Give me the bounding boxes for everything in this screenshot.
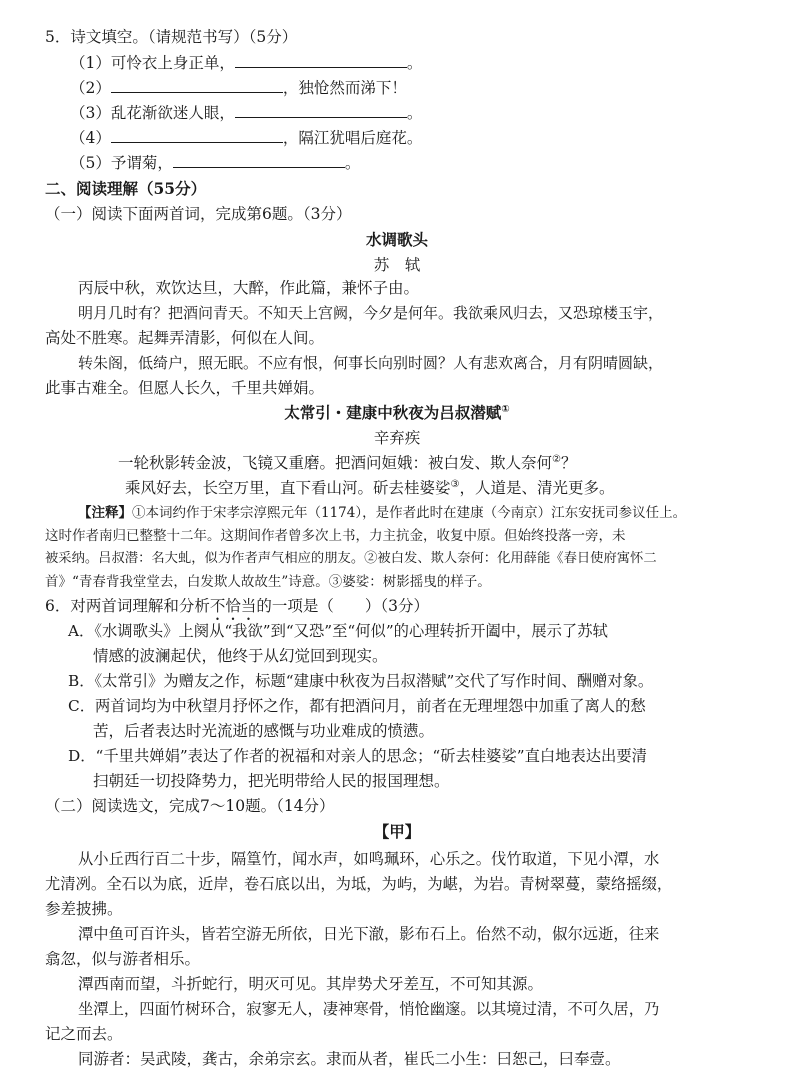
q5-item-end: 。 xyxy=(406,54,423,72)
q5-item-num: （4） xyxy=(70,129,111,147)
answer-blank[interactable] xyxy=(235,53,407,68)
poem1-line: 高处不胜寒。起舞弄清影，何似在人间。 xyxy=(45,329,325,347)
q6-option-a[interactable]: A．《水调歌头》上阕从“我欲”到“又恐”至“何似”的心理转折开阖中，展示了苏轼 xyxy=(68,622,608,640)
passage-line: 参差披拂。 xyxy=(45,900,123,918)
subsection-title: （二）阅读选文，完成7～10题。（14分） xyxy=(45,797,335,815)
subsection-title: （一）阅读下面两首词，完成第6题。（3分） xyxy=(45,205,352,223)
passage-line: 记之而去。 xyxy=(45,1025,123,1043)
notes-line: 这时作者南归已整整十二年。这期间作者曾多次上书，力主抗金，收复中原。但始终投落一旁，未 xyxy=(45,528,626,544)
passage-line: 潭中鱼可百许头，皆若空游无所依，日光下澈，影布石上。佁然不动，俶尔远逝，往来 xyxy=(78,925,660,943)
poem2-line-text: 一轮秋影转金波，飞镜又重磨。把酒问姮娥：被白发、欺人奈何 xyxy=(118,454,553,472)
answer-blank[interactable] xyxy=(173,153,345,168)
q5-item-text: 予谓菊， xyxy=(110,154,173,172)
section-title: 二、阅读理解（55分） xyxy=(45,179,207,198)
poem2-line-text: 乘风好去，长空万里，直下看山河。斫去桂婆娑 xyxy=(125,479,451,497)
q5-item-1 xyxy=(70,52,422,74)
poem1-title: 水调歌头 xyxy=(365,231,428,249)
poem2-line-1 xyxy=(118,452,577,474)
q5-item-end: ，独怆然而涕下！ xyxy=(282,79,407,97)
notes-line-1 xyxy=(78,502,686,524)
q5-item-end: 。 xyxy=(344,154,361,172)
q5-item-3 xyxy=(70,102,422,124)
answer-blank[interactable] xyxy=(235,103,407,118)
poem2-title-text: 太常引・建康中秋夜为吕叔潜赋 xyxy=(284,404,502,422)
q5-item-text: 乱花渐欲迷人眼， xyxy=(110,104,235,122)
passage-label: 【甲】 xyxy=(373,823,421,841)
q6-option-b[interactable]: B．《太常引》为赠友之作，标题“建康中秋夜为吕叔潜赋”交代了写作时间、酬赠对象。 xyxy=(68,672,654,690)
poem2-author: 辛弃疾 xyxy=(373,429,421,447)
q5-header: 5．诗文填空。（请规范书写）（5分） xyxy=(45,28,298,46)
q5-item-end: 。 xyxy=(406,104,423,122)
answer-blank[interactable] xyxy=(111,78,283,93)
q6-stem-text: 6．对两首词理解和分析 xyxy=(45,597,210,615)
notes-line: 首》“青春背我堂堂去，白发欺人故故生”诗意。③婆娑：树影摇曳的样子。 xyxy=(45,574,491,590)
q5-item-num: （2） xyxy=(70,79,111,97)
passage-line: 从小丘西行百二十步，隔篁竹，闻水声，如鸣珮环，心乐之。伐竹取道，下见小潭，水 xyxy=(78,850,660,868)
q5-item-2 xyxy=(70,77,407,99)
passage-line: 翕忽，似与游者相乐。 xyxy=(45,950,201,968)
poem2-line-text: ，人道是、清光更多。 xyxy=(459,479,615,497)
poem2-title xyxy=(0,402,794,424)
passage-line: 潭西南而望，斗折蛇行，明灭可见。其岸势犬牙差互，不可知其源。 xyxy=(78,975,544,993)
q5-item-4 xyxy=(70,127,422,149)
q5-item-num: （3） xyxy=(70,104,111,122)
poem2-line-text: ？ xyxy=(560,454,577,472)
poem1-line: 转朱阁，低绮户，照无眠。不应有恨，何事长向别时圆？人有悲欢离合，月有阴晴圆缺， xyxy=(78,354,664,372)
q5-item-5 xyxy=(70,152,360,174)
passage-line: 同游者：吴武陵，龚古，余弟宗玄。隶而从者，崔氏二小生：曰恕己，曰奉壹。 xyxy=(78,1050,621,1068)
answer-blank[interactable] xyxy=(111,128,283,143)
poem1-preface: 丙辰中秋，欢饮达旦，大醉，作此篇，兼怀子由。 xyxy=(78,279,420,297)
q5-item-end: ，隔江犹唱后庭花。 xyxy=(282,129,423,147)
q5-item-num: （5） xyxy=(70,154,111,172)
passage-line: 坐潭上，四面竹树环合，寂寥无人，凄神寒骨，悄怆幽邃。以其境过清，不可久居，乃 xyxy=(78,1000,660,1018)
q6-emphasis: 不恰当 xyxy=(209,597,257,615)
q6-option-c[interactable]: C．两首词均为中秋望月抒怀之作，都有把酒问月，前者在无理埋怨中加重了离人的愁 xyxy=(68,697,646,715)
q6-option-a-cont: 情感的波澜起伏，他终于从幻觉回到现实。 xyxy=(93,647,388,665)
q6-option-c-cont: 苦，后者表达时光流逝的感慨与功业难成的愤懑。 xyxy=(93,722,435,740)
footnote-marker: ③ xyxy=(450,478,460,490)
notes-label: 【注释】 xyxy=(78,505,132,521)
notes-line: 被采纳。吕叔潜：名大虬，似为作者声气相应的朋友。②被白发、欺人奈何：化用薛能《春日使府寓怀二 xyxy=(45,551,657,566)
footnote-marker: ② xyxy=(552,453,561,465)
poem1-line: 明月几时有？把酒问青天。不知天上宫阙，今夕是何年。我欲乘风归去，又恐琼楼玉宇， xyxy=(78,304,664,322)
q5-item-num: （1） xyxy=(70,54,111,72)
poem1-line: 此事古难全。但愿人长久，千里共婵娟。 xyxy=(45,379,325,397)
q6-option-d[interactable]: D．“千里共婵娟”表达了作者的祝福和对亲人的思念；“斫去桂婆娑”直白地表达出要清 xyxy=(68,747,647,765)
q6-option-d-cont: 扫朝廷一切投降势力，把光明带给人民的报国理想。 xyxy=(93,772,450,790)
passage-line: 尤清冽。全石以为底，近岸，卷石底以出，为坻，为屿，为嵁，为岩。青树翠蔓，蒙络摇缀， xyxy=(45,875,673,893)
q6-stem-text: 的一项是（ ）（3分） xyxy=(256,597,430,615)
footnote-marker: ① xyxy=(501,403,510,415)
notes-text: ①本词约作于宋孝宗淳熙元年（1174），是作者此时在建康（今南京）江东安抚司参议任上。 xyxy=(132,505,687,521)
poem1-author: 苏 轼 xyxy=(373,256,421,274)
poem2-line-2 xyxy=(125,477,615,499)
q5-item-text: 可怜衣上身正单， xyxy=(110,54,235,72)
